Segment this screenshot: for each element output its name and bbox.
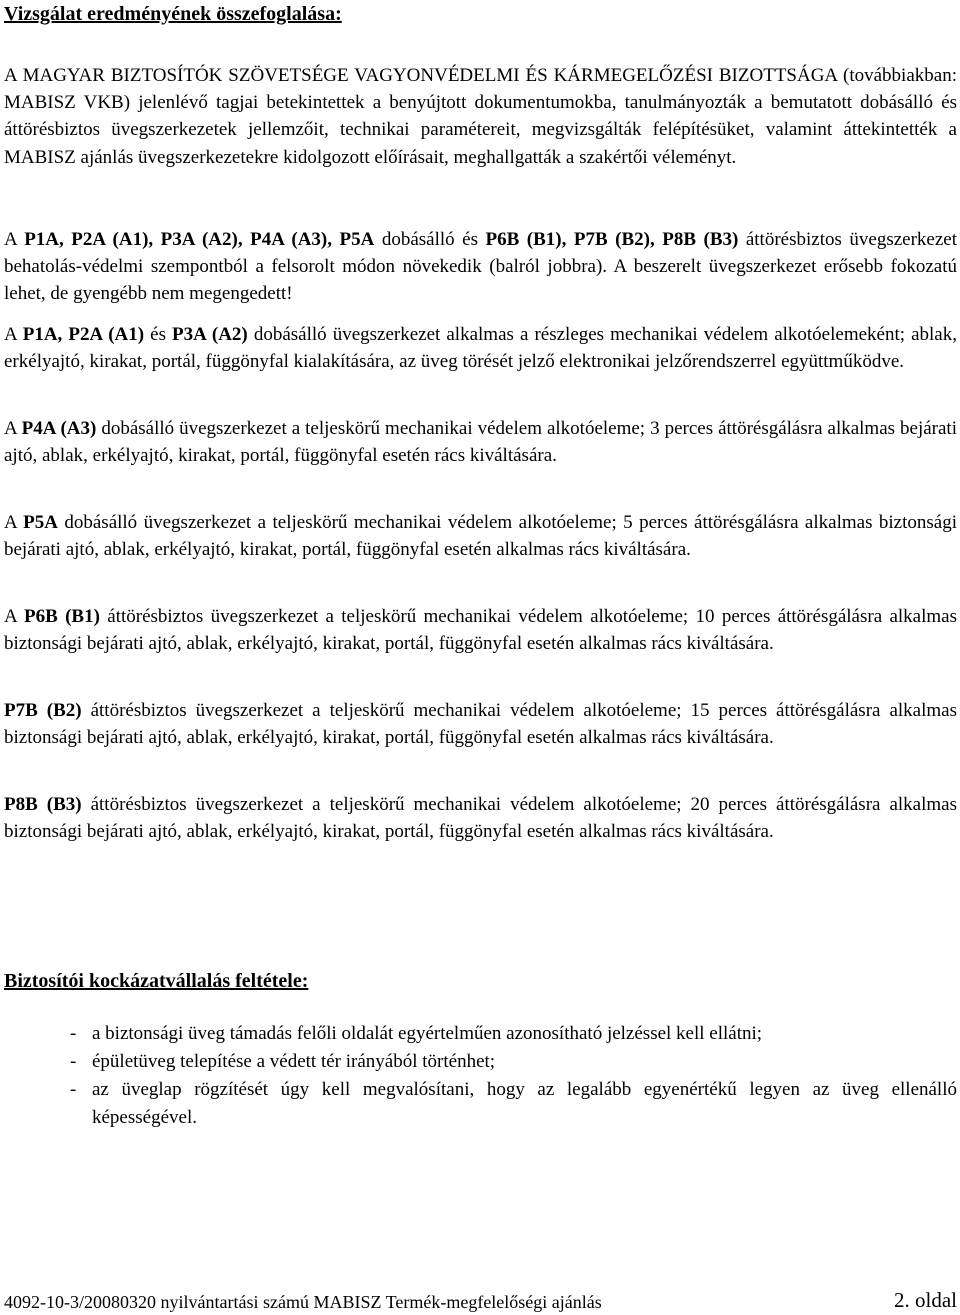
p6b-paragraph bbox=[4, 603, 957, 657]
p7-text: áttörésbiztos üvegszerkezet a teljeskörű mechanikai védelem alkotóeleme; 15 perces áttörésgálásra alkalmas biztonsági bejárati ajtó, ablak, erkélyajtó, kirakat, portál, függönyfal esetén alkalmas rács kiváltására. bbox=[4, 700, 957, 749]
p1-bold-1: P1A, P2A (A1) bbox=[22, 324, 145, 345]
p1a-p3a-paragraph bbox=[4, 321, 957, 375]
p6-text-2: áttörésbiztos üvegszerkezet a teljeskörű mechanikai védelem alkotóeleme; 10 perces áttörésgálásra alkalmas biztonsági bejárati ajtó, ablak, erkélyajtó, kirakat, portál, függönyfal esetén alkalmas rács kiváltására. bbox=[4, 606, 957, 655]
list-dash: - bbox=[70, 1079, 77, 1100]
p5-text-1: A bbox=[4, 512, 24, 533]
p8-text: áttörésbiztos üvegszerkezet a teljeskörű mechanikai védelem alkotóeleme; 20 perces áttörésgálásra alkalmas biztonsági bejárati ajtó, ablak, erkélyajtó, kirakat, portál, függönyfal esetén alkalmas rács kiváltására. bbox=[4, 794, 957, 843]
order-bold-burglary-resistant: P6B (B1), P7B (B2), P8B (B3) bbox=[485, 229, 739, 250]
p8-bold: P8B (B3) bbox=[4, 794, 82, 815]
p7b-paragraph bbox=[4, 697, 957, 751]
list-dash: - bbox=[70, 1023, 77, 1044]
condition-text: a biztonsági üveg támadás felőli oldalát egyértelműen azonosítható jelzéssel kell ellátni; bbox=[92, 1023, 763, 1044]
list-item bbox=[70, 1076, 957, 1132]
footer-reference: 4092-10-3/20080320 nyilvántartási számú MABISZ Termék-megfelelőségi ajánlás bbox=[4, 1292, 602, 1312]
order-text-1: A bbox=[4, 229, 25, 250]
p1-text-1: A bbox=[4, 324, 23, 345]
p6-text-1: A bbox=[4, 606, 24, 627]
p4-bold: P4A (A3) bbox=[21, 418, 97, 439]
p5-bold: P5A bbox=[23, 512, 58, 533]
condition-text: épületüveg telepítése a védett tér irányából történhet; bbox=[92, 1051, 496, 1072]
p6-bold: P6B (B1) bbox=[24, 606, 100, 627]
order-text-2: dobásálló és bbox=[374, 229, 486, 250]
page-number: 2. oldal bbox=[894, 1288, 957, 1312]
summary-heading: Vizsgálat eredményének összefoglalása: bbox=[4, 3, 342, 25]
list-dash: - bbox=[70, 1051, 77, 1072]
p1-text-3: dobásálló üvegszerkezet alkalmas a részleges mechanikai védelem alkotóelemeként; ablak, erkélyajtó, kirakat, portál, függönyfal kialakítására, az üveg törését jelző elektronikai jelzőrendszerrel együttműködve. bbox=[4, 324, 957, 373]
condition-text: az üveglap rögzítését úgy kell megvalósítani, hogy az legalább egyenértékű legyen az üveg ellenálló képességével. bbox=[92, 1079, 957, 1128]
p4a-paragraph bbox=[4, 415, 957, 469]
p1-text-2: és bbox=[144, 324, 173, 345]
intro-paragraph: A MAGYAR BIZTOSÍTÓK SZÖVETSÉGE VAGYONVÉDELMI ÉS KÁRMEGELŐZÉSI BIZOTTSÁGA (továbbiakban: MABISZ VKB) jelenlévő tagjai betekintettek a benyújtott dokumentumokba, tanulmányozták a bemutatott dobásálló és áttörésbiztos üvegszerkezetek jellemzőit, technikai paramétereit, megvizsgálták felépítésüket, valamint áttekintették a MABISZ ajánlás üvegszerkezetekre kidolgozott előírásait, meghallgatták a szakértői véleményt. bbox=[4, 65, 957, 168]
p4-text-2: dobásálló üvegszerkezet a teljeskörű mechanikai védelem alkotóeleme; 3 perces áttörésgálásra alkalmas bejárati ajtó, ablak, erkélyajtó, kirakat, portál, függönyfal esetén rács kiváltására. bbox=[4, 418, 957, 467]
conditions-heading: Biztosítói kockázatvállalás feltétele: bbox=[4, 970, 309, 992]
p8b-paragraph bbox=[4, 791, 957, 845]
p5-text-2: dobásálló üvegszerkezet a teljeskörű mechanikai védelem alkotóeleme; 5 perces áttörésgálásra alkalmas biztonsági bejárati ajtó, ablak, erkélyajtó, kirakat, portál, függönyfal esetén alkalmas rács kiváltására. bbox=[4, 512, 957, 561]
list-item bbox=[70, 1048, 957, 1076]
p1-bold-2: P3A (A2) bbox=[172, 324, 248, 345]
list-item bbox=[70, 1020, 957, 1048]
conditions-list bbox=[70, 1020, 957, 1132]
order-text-3: áttörésbiztos üvegszerkezet behatolás-védelmi szempontból a felsorolt módon növekedik (balról jobbra). A beszerelt üvegszerkezet erősebb fokozatú lehet, de gyengébb nem megengedett! bbox=[4, 229, 957, 305]
classification-order-paragraph bbox=[4, 226, 957, 308]
p5a-paragraph bbox=[4, 509, 957, 563]
p4-text-1: A bbox=[4, 418, 22, 439]
order-bold-throw-resistant: P1A, P2A (A1), P3A (A2), P4A (A3), P5A bbox=[24, 229, 375, 250]
p7-bold: P7B (B2) bbox=[4, 700, 82, 721]
